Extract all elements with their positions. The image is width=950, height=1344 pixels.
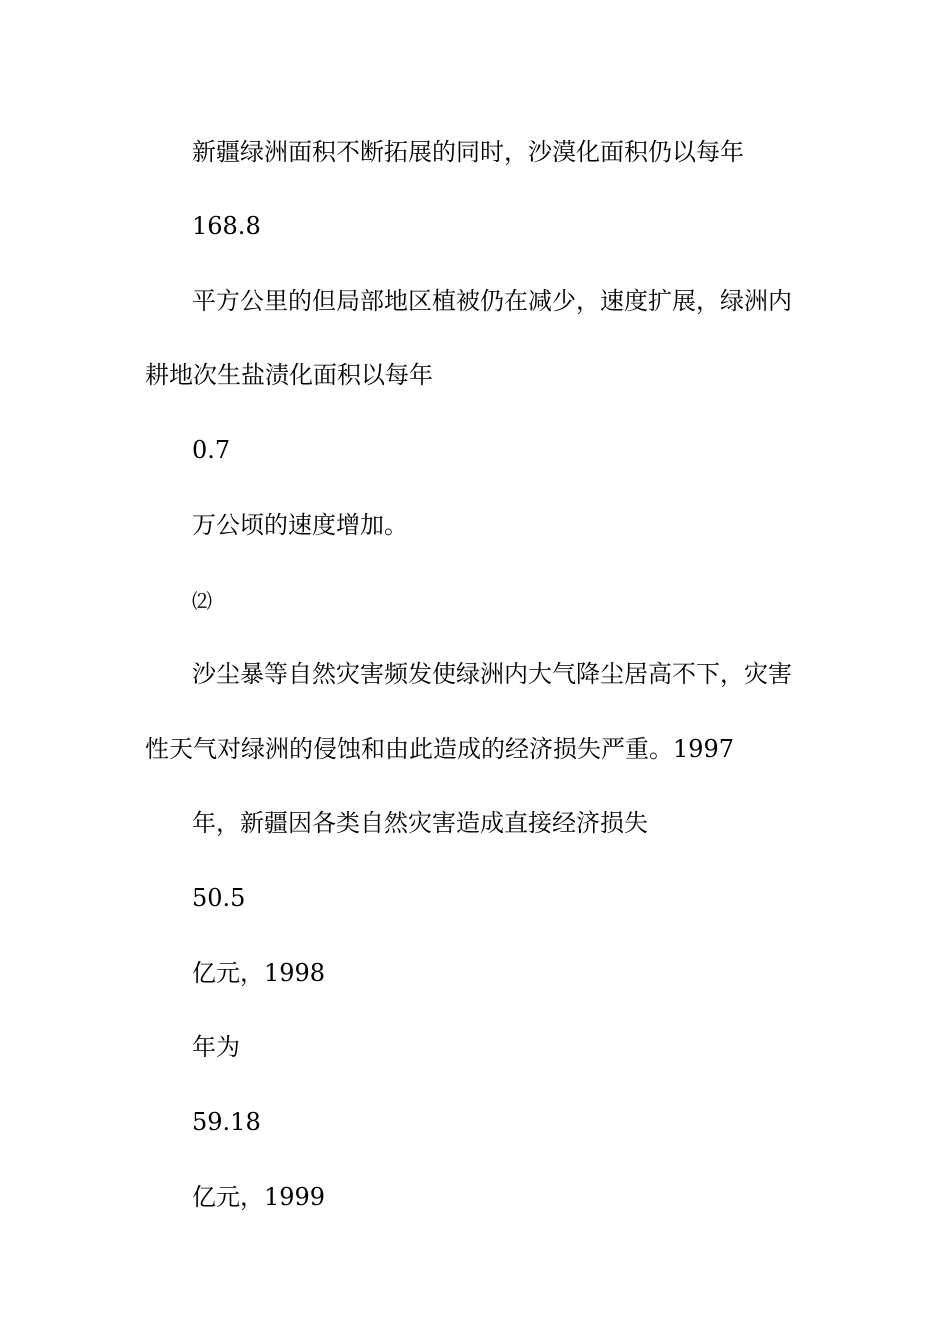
text-line: 亿元，1999: [192, 1183, 326, 1211]
text-line: 年，新疆因各类自然灾害造成直接经济损失: [192, 809, 648, 837]
text-line: 耕地次生盐渍化面积以每年: [145, 361, 433, 389]
text-line: 亿元，1998: [192, 959, 326, 987]
text-line: 50.5: [192, 884, 246, 912]
text-line: 性天气对绿洲的侵蚀和由此造成的经济损失严重。1997: [145, 735, 735, 763]
text-line: 沙尘暴等自然灾害频发使绿洲内大气降尘居高不下，灾害: [192, 660, 792, 688]
text-line: 0.7: [192, 436, 231, 464]
text-line: 年为: [192, 1033, 240, 1061]
text-line: 168.8: [192, 212, 261, 240]
text-line: 新疆绿洲面积不断拓展的同时，沙漠化面积仍以每年: [192, 138, 744, 166]
text-line: 平方公里的但局部地区植被仍在减少，速度扩展，绿洲内: [192, 287, 792, 315]
text-line: 万公顷的速度增加。: [192, 511, 408, 539]
section-marker: ⑵: [192, 589, 212, 613]
text-line: 59.18: [192, 1108, 261, 1136]
